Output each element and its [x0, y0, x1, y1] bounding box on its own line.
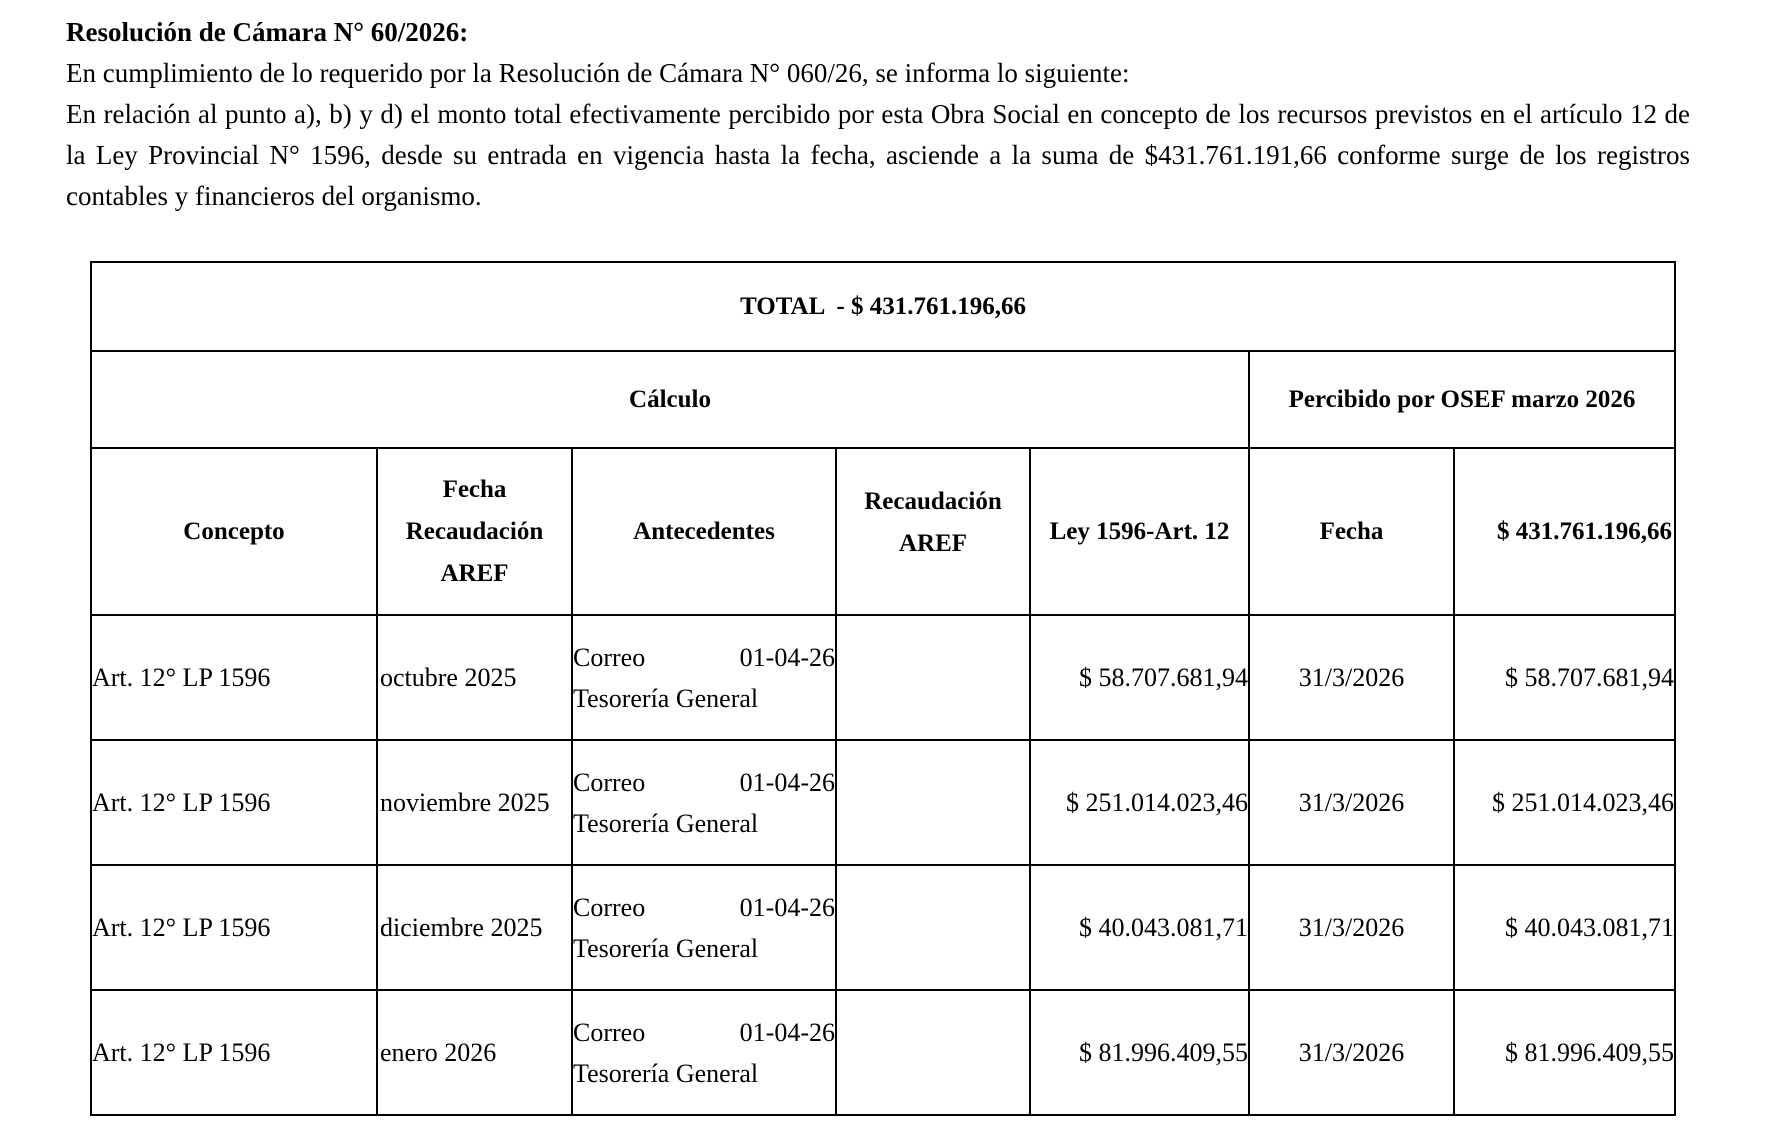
antecedente-origen: Tesorería General: [573, 1058, 759, 1088]
cell-fecha-recaudacion: diciembre 2025: [377, 865, 572, 990]
cell-fecha: 31/3/2026: [1249, 865, 1454, 990]
cell-percibido: $ 40.043.081,71: [1454, 865, 1675, 990]
cell-fecha-recaudacion: octubre 2025: [377, 615, 572, 740]
cell-antecedentes: [572, 990, 836, 1115]
antecedente-medio: Correo: [573, 767, 646, 797]
header-fecha-recaudacion: [377, 448, 572, 615]
cell-recaudacion-aref: [836, 865, 1030, 990]
antecedente-origen: Tesorería General: [573, 683, 759, 713]
cell-ley-art12: $ 81.996.409,55: [1030, 990, 1249, 1115]
column-header-row: [91, 448, 1675, 615]
cell-percibido: $ 58.707.681,94: [1454, 615, 1675, 740]
header-ley: Ley 1596-Art. 12: [1030, 448, 1249, 615]
cell-antecedentes: [572, 865, 836, 990]
cell-fecha: 31/3/2026: [1249, 990, 1454, 1115]
table-row: [91, 740, 1675, 865]
cell-recaudacion-aref: [836, 990, 1030, 1115]
header-recaudacion-line: Recaudación: [864, 487, 1002, 515]
cell-antecedentes: [572, 615, 836, 740]
antecedente-origen: Tesorería General: [573, 808, 759, 838]
table-row: [91, 865, 1675, 990]
antecedente-origen: Tesorería General: [573, 933, 759, 963]
cell-fecha-recaudacion: noviembre 2025: [377, 740, 572, 865]
antecedente-fecha: 01-04-26: [739, 892, 835, 922]
cell-fecha-recaudacion: enero 2026: [377, 990, 572, 1115]
header-concepto: Concepto: [91, 448, 377, 615]
header-recaudacion-aref: [836, 448, 1030, 615]
intro-section: [66, 12, 1690, 217]
group-header-row: [91, 351, 1675, 448]
cell-recaudacion-aref: [836, 740, 1030, 865]
antecedente-medio: Correo: [573, 642, 646, 672]
header-fecha-recaudacion-line: Fecha: [442, 475, 507, 503]
antecedente-fecha: 01-04-26: [739, 767, 835, 797]
cell-fecha: 31/3/2026: [1249, 615, 1454, 740]
cell-concepto: Art. 12° LP 1596: [91, 865, 377, 990]
document-heading: Resolución de Cámara N° 60/2026:: [66, 17, 469, 47]
cell-concepto: Art. 12° LP 1596: [91, 615, 377, 740]
cell-ley-art12: $ 58.707.681,94: [1030, 615, 1249, 740]
antecedente-fecha: 01-04-26: [739, 642, 835, 672]
antecedente-fecha: 01-04-26: [739, 1017, 835, 1047]
header-fecha-recaudacion-line: AREF: [440, 559, 509, 587]
total-row: [91, 262, 1675, 351]
cell-antecedentes: [572, 740, 836, 865]
cell-concepto: Art. 12° LP 1596: [91, 740, 377, 865]
table-row: [91, 990, 1675, 1115]
header-antecedentes: Antecedentes: [572, 448, 836, 615]
header-monto-total: $ 431.761.196,66: [1454, 448, 1675, 615]
total-label: TOTAL - $ 431.761.196,66: [91, 262, 1675, 351]
header-fecha-recaudacion-line: Recaudación: [405, 517, 544, 545]
cell-recaudacion-aref: [836, 615, 1030, 740]
cell-ley-art12: $ 40.043.081,71: [1030, 865, 1249, 990]
intro-paragraph: En relación al punto a), b) y d) el monto total efectivamente percibido por esta Obra Social en concepto de los recursos previstos en el artículo 12 de la Ley Provincial N° 1596, desde su entrada en vigencia hasta la fecha, asciende a la suma de $431.761.191,66 conforme surge de los registros contables y financieros del organismo.: [66, 99, 1690, 211]
group-calculo: Cálculo: [91, 351, 1249, 448]
antecedente-medio: Correo: [573, 892, 646, 922]
table-row: [91, 615, 1675, 740]
cell-percibido: $ 81.996.409,55: [1454, 990, 1675, 1115]
cell-concepto: Art. 12° LP 1596: [91, 990, 377, 1115]
antecedente-medio: Correo: [573, 1017, 646, 1047]
header-fecha: Fecha: [1249, 448, 1454, 615]
intro-line: En cumplimiento de lo requerido por la Resolución de Cámara N° 060/26, se informa lo siguiente:: [66, 58, 1130, 88]
group-percibido: Percibido por OSEF marzo 2026: [1249, 351, 1675, 448]
cell-ley-art12: $ 251.014.023,46: [1030, 740, 1249, 865]
cell-percibido: $ 251.014.023,46: [1454, 740, 1675, 865]
header-recaudacion-line: AREF: [898, 529, 968, 557]
cell-fecha: 31/3/2026: [1249, 740, 1454, 865]
report-table: [90, 261, 1676, 1116]
